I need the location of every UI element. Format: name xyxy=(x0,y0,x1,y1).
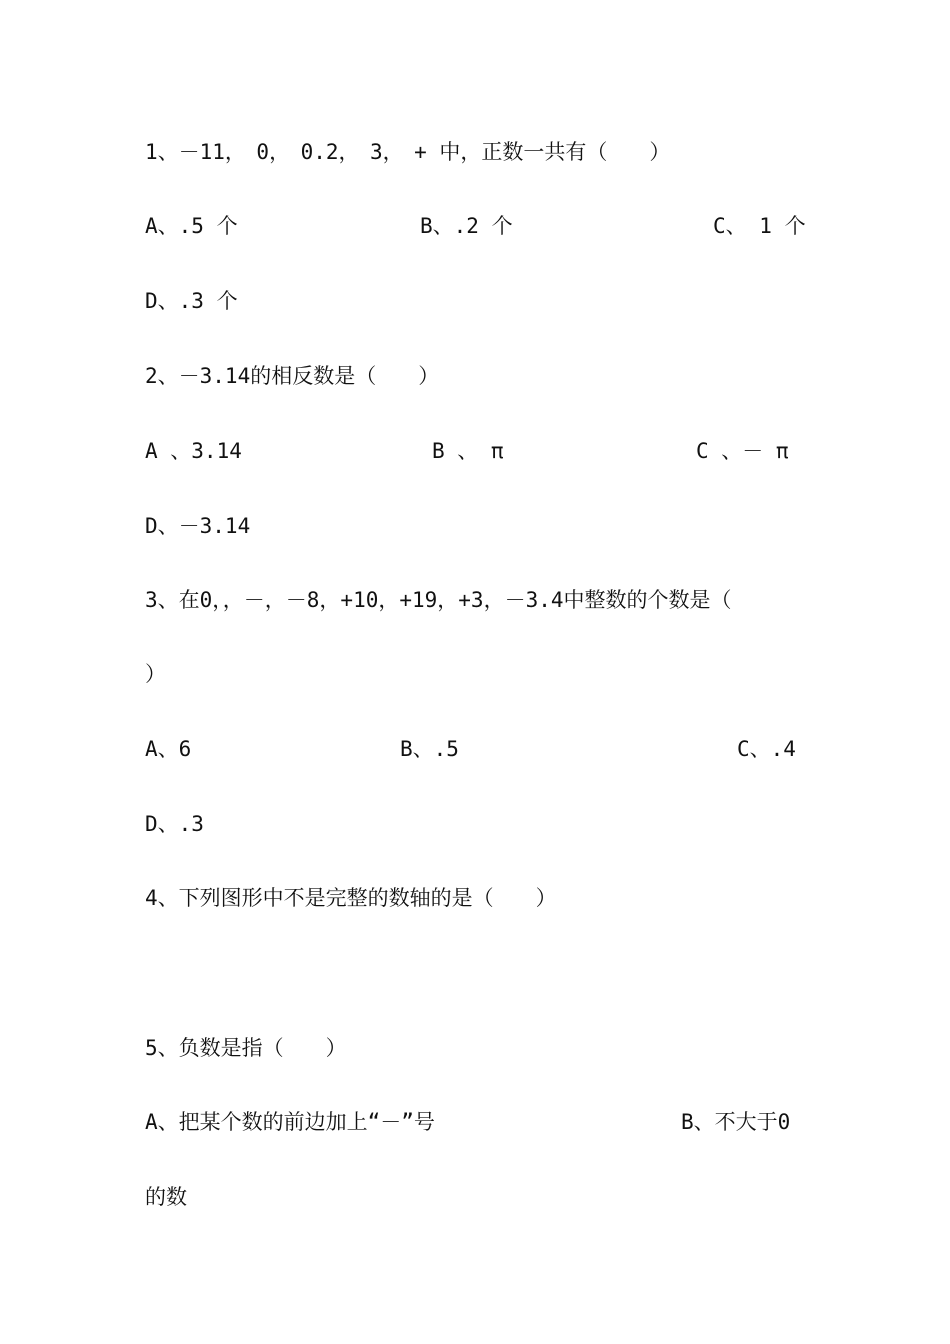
question-5-options-row xyxy=(145,1107,807,1137)
question-3-stem-continued: ） xyxy=(145,662,166,686)
question-1-options-row xyxy=(145,211,807,241)
question-3-options-row xyxy=(145,734,807,764)
question-2-option-b: B 、 π xyxy=(432,439,504,463)
question-3-option-b: B、.5 xyxy=(400,737,459,761)
question-5-option-a: A、把某个数的前边加上“－”号 xyxy=(145,1110,435,1134)
question-1-option-d: D、.3 个 xyxy=(145,289,238,313)
question-2-option-d: D、－3.14 xyxy=(145,514,251,538)
question-1-option-b: B、.2 个 xyxy=(420,214,513,238)
question-2-option-c: C 、－ π xyxy=(696,439,789,463)
question-1-option-c: C、 1 个 xyxy=(713,214,806,238)
question-2-options-row xyxy=(145,436,807,466)
question-5-option-b: B、不大于0 xyxy=(681,1110,791,1134)
question-4-stem: 4、下列图形中不是完整的数轴的是（ ） xyxy=(145,886,557,910)
question-5-option-b-continued: 的数 xyxy=(145,1185,187,1209)
question-3-option-c: C、.4 xyxy=(737,737,796,761)
question-1-stem: 1、－11， 0， 0.2， 3， + 中，正数一共有（ ） xyxy=(145,140,671,164)
question-1-option-a: A、.5 个 xyxy=(145,214,238,238)
question-2-stem: 2、－3.14的相反数是（ ） xyxy=(145,364,440,388)
question-3-stem: 3、在0，，－，－8，+10，+19，+3，－3.4中整数的个数是（ xyxy=(145,588,732,612)
question-2-option-a: A 、3.14 xyxy=(145,439,242,463)
question-3-option-a: A、6 xyxy=(145,737,192,761)
question-5-stem: 5、负数是指（ ） xyxy=(145,1036,347,1060)
question-3-option-d: D、.3 xyxy=(145,812,204,836)
